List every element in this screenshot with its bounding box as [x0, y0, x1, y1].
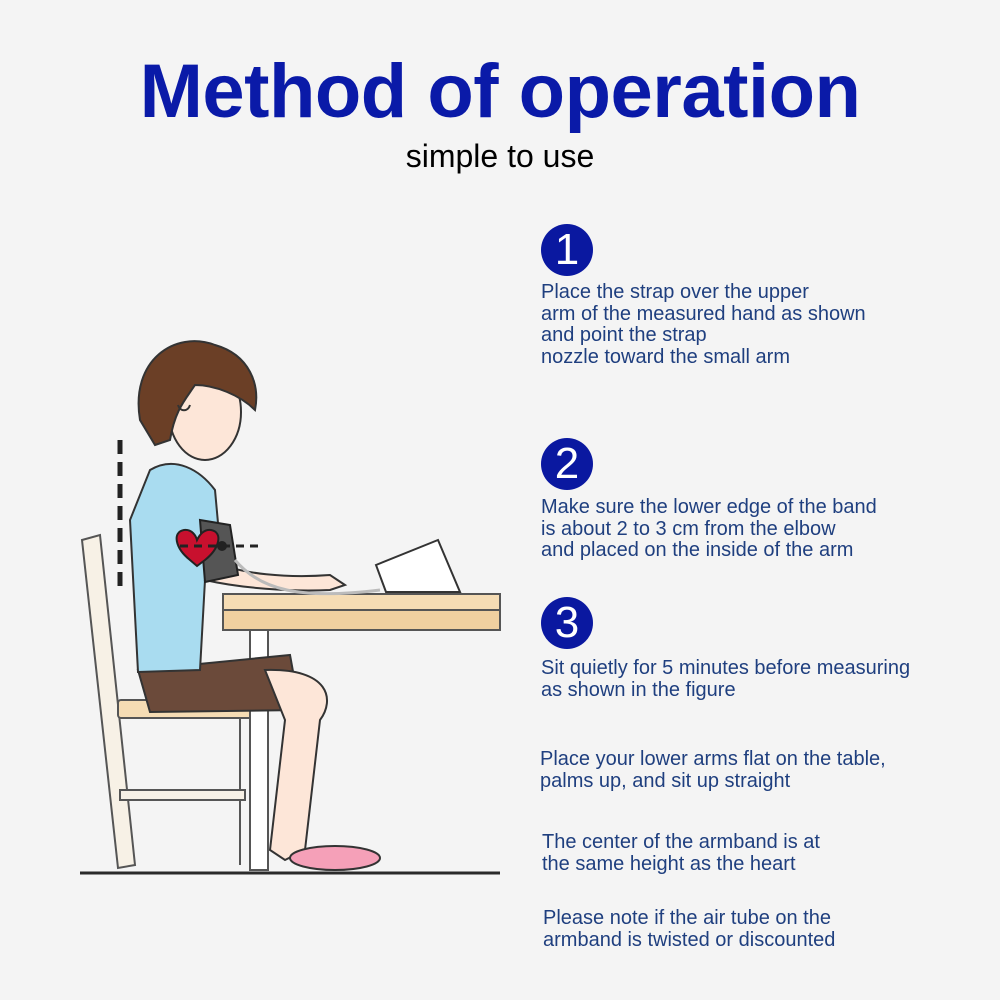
step-1-text: Place the strap over the upper arm of the measured hand as shown and point the strap nozzle toward the small arm — [541, 281, 866, 368]
tip-air-tube: Please note if the air tube on the armband is twisted or discounted — [543, 907, 836, 951]
tip-armband-height: The center of the armband is at the same height as the heart — [542, 831, 820, 875]
page-title: Method of operation — [139, 49, 861, 134]
tip-arms-flat: Place your lower arms flat on the table, palms up, and sit up straight — [540, 748, 886, 792]
step-2-badge: 2 — [541, 438, 593, 490]
blood-pressure-monitor-icon — [376, 540, 460, 592]
seated-measurement-illustration — [70, 330, 510, 880]
step-3-badge: 3 — [541, 597, 593, 649]
step-1-badge: 1 — [541, 224, 593, 276]
step-2-text: Make sure the lower edge of the band is about 2 to 3 cm from the elbow and placed on the inside of the arm — [541, 496, 877, 561]
page-subtitle: simple to use — [405, 138, 595, 174]
table — [223, 594, 500, 870]
slipper — [290, 846, 380, 870]
step-3-text: Sit quietly for 5 minutes before measuring as shown in the figure — [541, 657, 911, 701]
